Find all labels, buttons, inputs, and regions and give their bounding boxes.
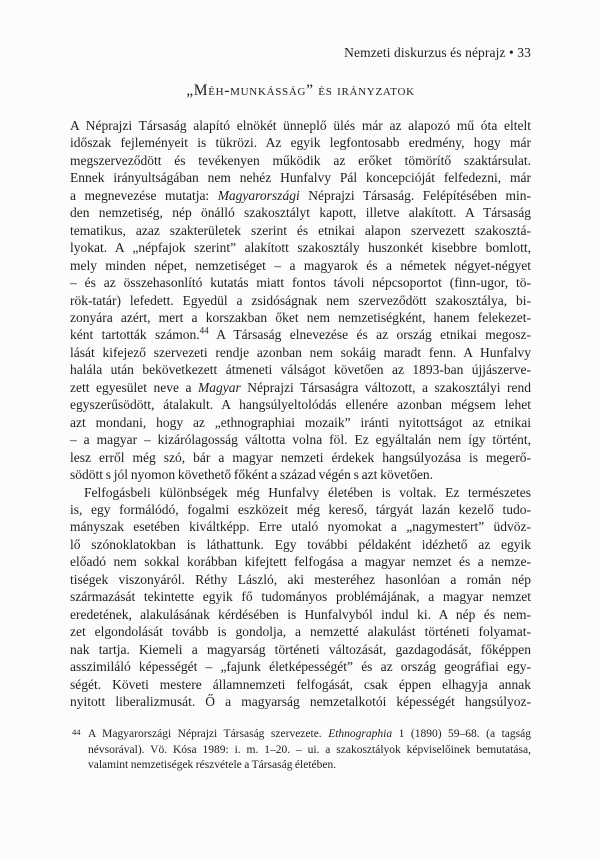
text-line: rök-tatár) lefedett. Egyedül a zsidóságnak nem szerveződött szakosztálya, bi- [70,292,531,308]
text-line: A Néprajzi Társaság alapító elnökét ünneplő ülés már az alapozó mű óta eltelt [70,118,531,133]
text-line: ségét. Követi mestere államnemzeti felfogását, csak éppen elhagyja annak [70,676,531,692]
text-line: nyitott liberalizmusát. Ő a magyarság nemzetalkotói képességét hangsúlyoz- [70,693,531,709]
text-line: zonyára azért, mert a korszakban őket nem nemzetiségként, hanem felekezet- [70,309,531,325]
text-line: tematikus, azaz szakterületek szerint és etnikai alapon szervezett szakosztá- [70,222,531,238]
text-line: – a magyar – kizárólagosság váltotta volna föl. Ez egyáltalán nem így történt, [70,432,531,448]
text-line: asszimiláló képességét – „fajunk életképességét” és az ország geográfiai egy- [70,659,531,675]
text-line: halála után bekövetkezett átmeneti válságot követően az 1893-ban újjászerve- [70,362,531,378]
text-line: lyokat. A „népfajok szerint” alakított szakosztály huszonkét kisebbre bomlott, [70,240,531,256]
text-line: eredetének, alakulásának kérdésében is Hunfalvyból indul ki. A nép és nem- [70,606,531,622]
section-title: „Méh-munkásság” és irányzatok [186,82,415,99]
footnote-text [70,727,531,774]
text-line: lő szónoklatokban is láthattunk. Egy további példaként idézhető az egyik [70,536,531,552]
text-line: megszerveződött és tevékenyen működik az erőket tömörítő szaktársulat. [70,152,531,168]
text-line: ként tartották számon.$^{44}$ A Társaság elnevezése és az ország etnikai megosz- [70,325,531,343]
text-line: származását tekintette egyik fő tudományos problémájának, a magyar nemzet [70,589,531,605]
text-line: zett egyesület neve a Magyar Néprajzi Társaságra változott, a szakosztályi rend [70,379,531,395]
text-line: lesz erről még szó, bár a magyar nemzeti érdekek hangsúlyozása is megerő- [70,449,531,465]
body-text [70,117,531,710]
text-line: den nemzetiség, nép önálló szakosztályt kapott, illetve alakított. A Társaság [70,205,531,221]
text-line: a megnevezése mutatja: Magyarországi Néprajzi Társaság. Felépítésében min- [70,187,531,203]
text-line: névsorával). Vö. Kósa 1989: i. m. 1–20. – ui. a szakosztályok képviselőinek bemutatása, [88,743,531,756]
text-line: A Magyarországi Néprajzi Társaság szervezete. Ethnographia 1 (1890) 59–68. (a tagság [88,728,531,740]
text-line: zet elgondolását tovább is gondolja, a nemzetté alakulást történeti folyamat- [70,624,531,640]
text-line: tiségek viszonyáról. Réthy László, aki mesteréhez hasonlóan a román nép [70,571,531,587]
footnote [70,727,531,774]
text-line: Felfogásbeli különbségek még Hunfalvy életében is voltak. Ez természetes [84,484,531,500]
text-line: – és az összehasonlító kutatás miatt fontos távoli népcsoportot (finn-ugor, tö- [70,275,531,291]
text-line: is, egy formálódó, fogalmi eszközeit még kereső, tárgyát lazán kezelő tudo- [70,501,531,517]
text-line: Ennek irányultságában nem nehéz Hunfalvy Pál koncepcióját felfedezni, már [70,170,531,186]
text-line: azt mondani, hogy az „ethnographiai mozaik” iránti nyitottságot az etnikai [70,414,531,430]
text-line: nak tartja. Kiemeli a magyarság történeti változását, gazdagodását, főképpen [70,641,531,657]
text-line: lását kifejező szervezeti rendje azonban nem sokáig maradt fenn. A Hunfalvy [70,344,531,360]
text-line: mányszak esetében kiváltképp. Erre utaló nyomokat a „nagymestert” üdvöz- [70,519,531,535]
text-line: södött s jól nyomon követhető főként a század végén s azt követően. [70,467,434,483]
text-line: mely minden népet, nemzetiséget – a magyarok és a németek négyet-négyet [70,257,531,273]
text-line: valamint nemzetiségek részvétele a Társaság életében. [88,759,337,772]
text-line: egyszerűsödött, átalakult. A hangsúlyeltolódás ellenére azonban mégsem lehet [70,397,531,413]
text-line: időszak fejleményeit is tükrözi. Az egyik legfontosabb eredmény, hogy már [70,135,531,151]
footnote-marker: 44 [72,727,81,737]
text-line: előadó nem sokkal korábban kifejtett felfogása a magyar nemzet és a nemze- [70,554,531,570]
running-header: Nemzeti diskurzus és néprajz • 33 [344,45,531,60]
